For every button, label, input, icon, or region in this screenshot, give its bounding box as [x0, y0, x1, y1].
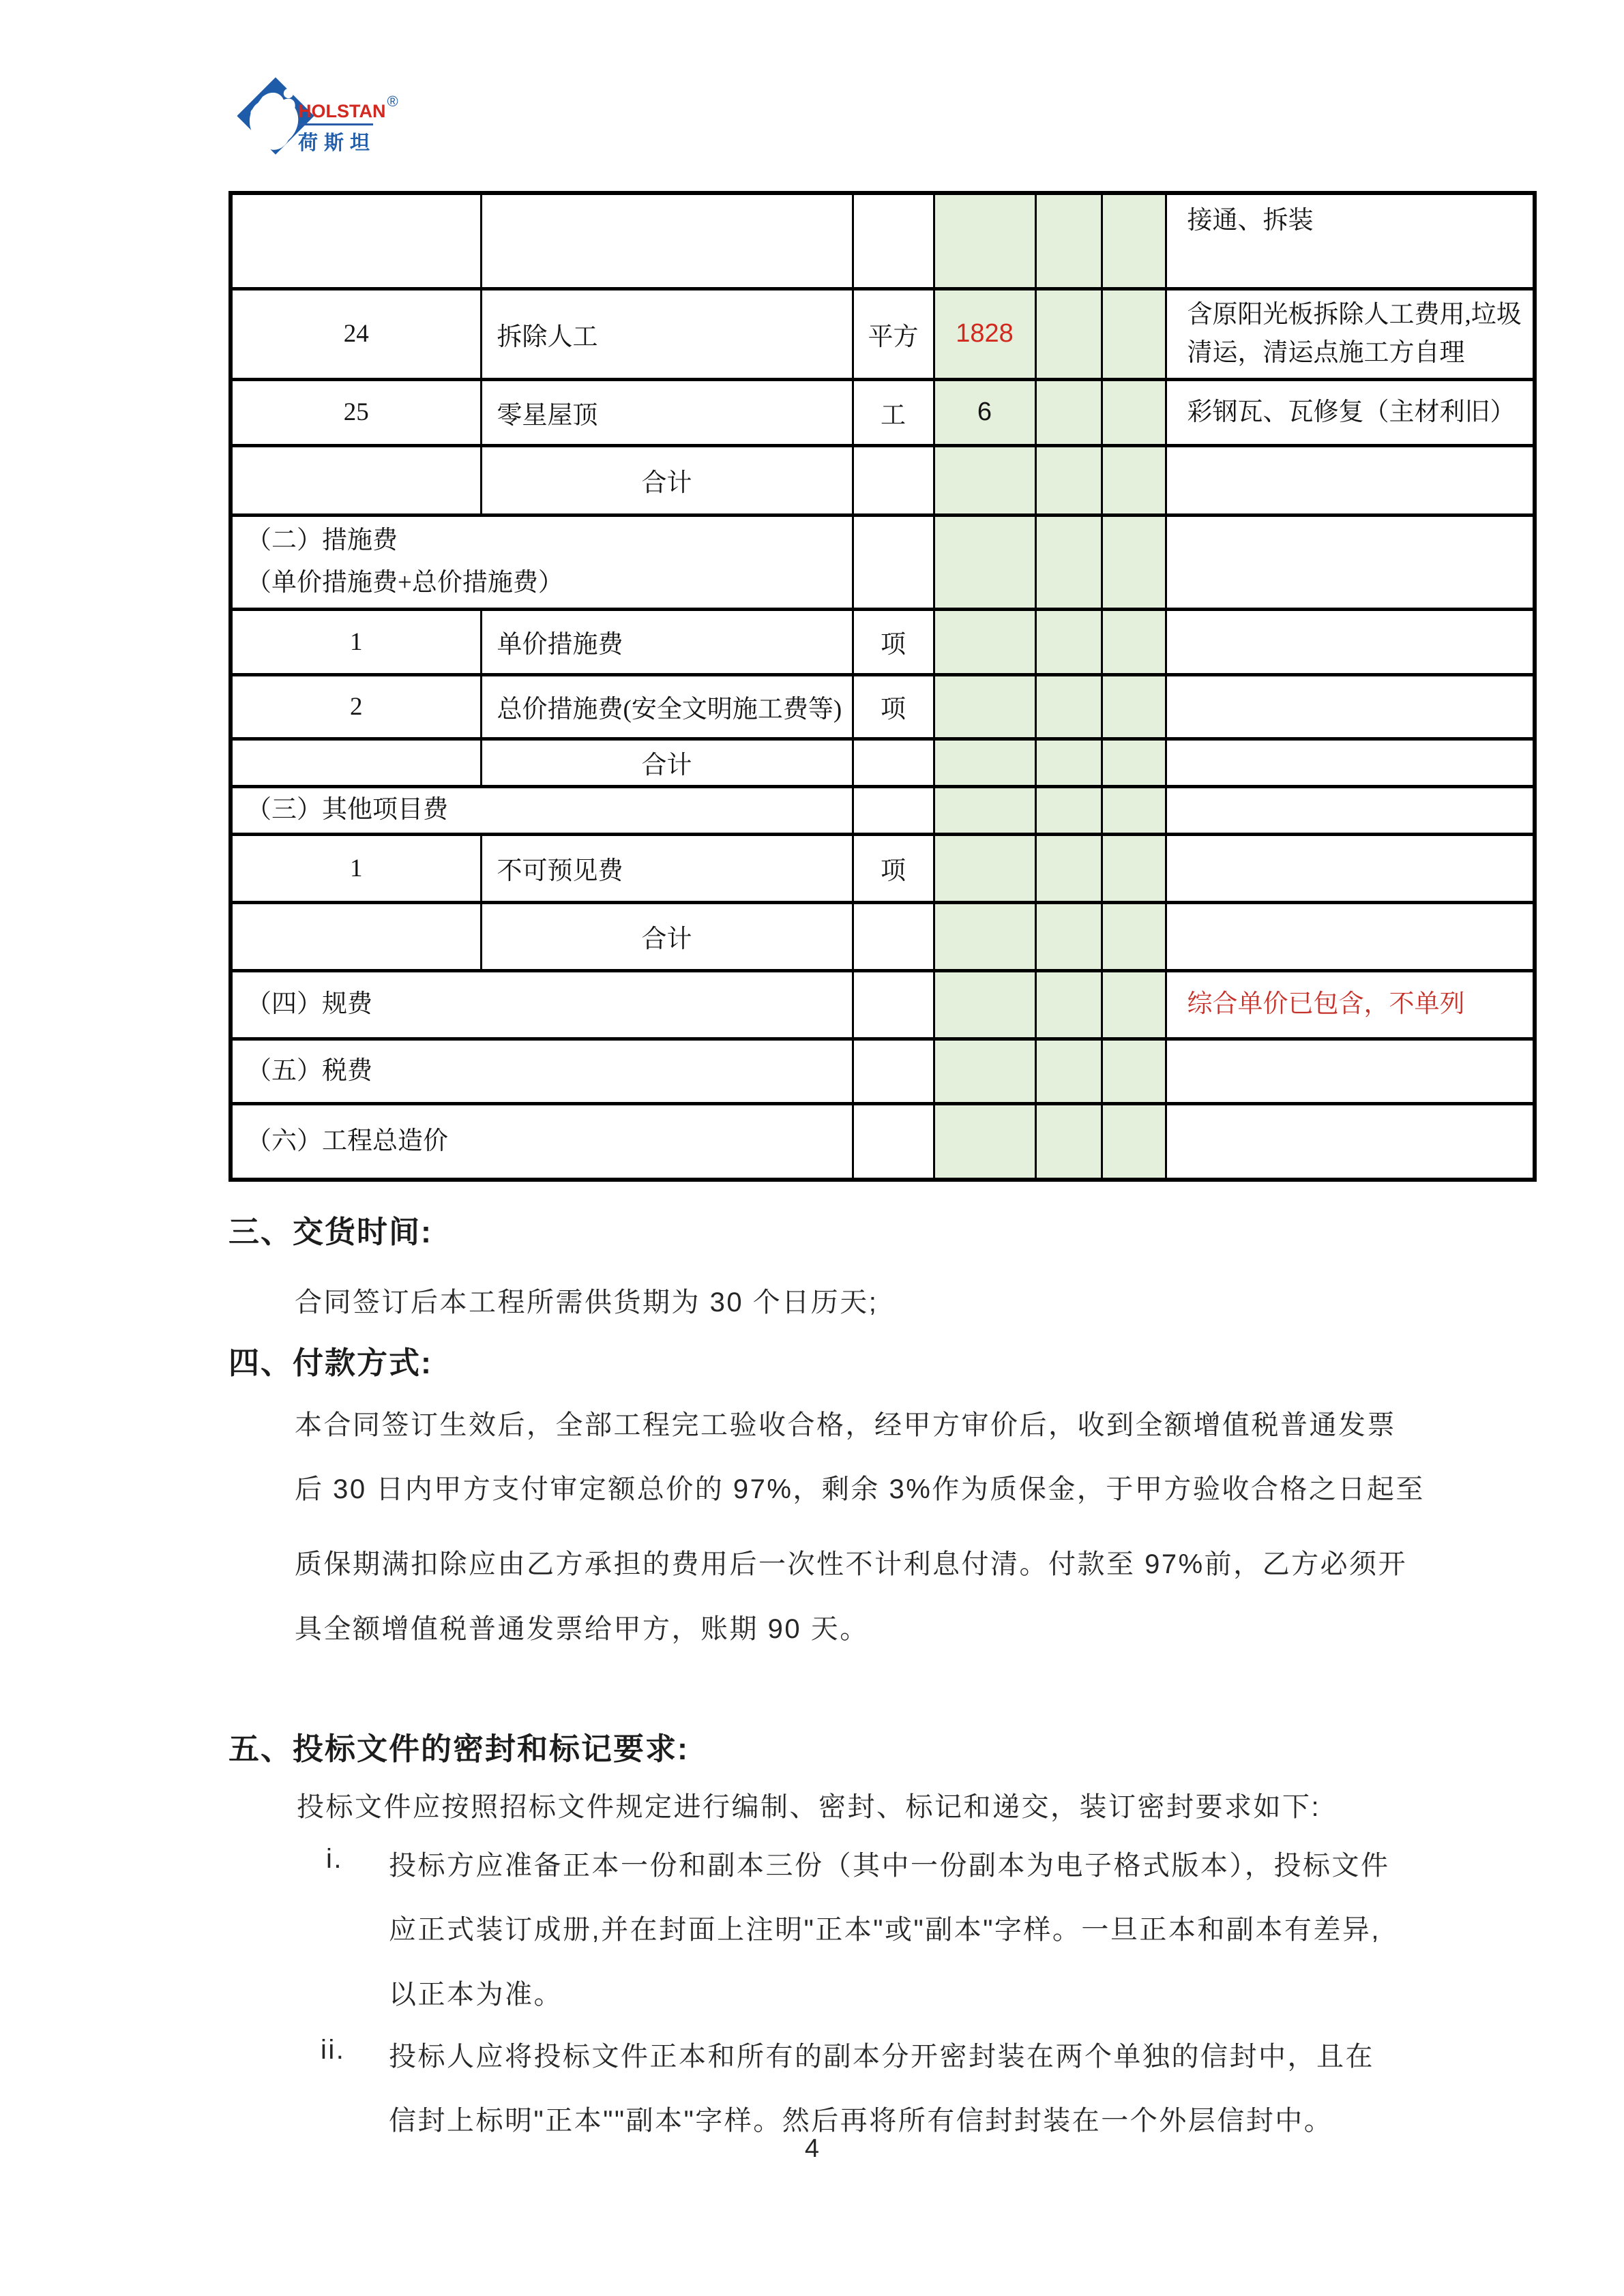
- cell-remark: [1166, 609, 1535, 674]
- cell-name: 零星屋顶: [481, 379, 853, 445]
- cell-green-empty: [934, 970, 1035, 1039]
- table-row-subtotal: [231, 902, 1535, 970]
- cell-unit: 项: [853, 834, 934, 902]
- cell-green-empty: [1102, 379, 1166, 445]
- sealing-item-line: 投标方应准备正本一份和副本三份（其中一份副本为电子格式版本），投标文件: [389, 1851, 1390, 1881]
- cell-green-empty: [1102, 1103, 1166, 1180]
- cell-green-empty: [934, 739, 1035, 786]
- cell-remark: [1166, 1039, 1535, 1103]
- sealing-item-line: 投标人应将投标文件正本和所有的副本分开密封装在两个单独的信封中，且在: [389, 2042, 1374, 2072]
- cell-green-empty: [1102, 739, 1166, 786]
- cell-remark: [1166, 674, 1535, 739]
- cell-unit: 工: [853, 379, 934, 445]
- cell-remark: [1166, 739, 1535, 786]
- cell-remark: [1166, 515, 1535, 609]
- cell-green-empty: [1102, 193, 1166, 288]
- logo-text: [298, 93, 398, 155]
- page-number: 4: [804, 2134, 820, 2163]
- cell-unit: [853, 970, 934, 1039]
- cell-green-empty: [1035, 1039, 1102, 1103]
- cell-green-empty: [1102, 445, 1166, 515]
- cell-remark: 综合单价已包含，不单列: [1166, 970, 1535, 1039]
- cell-remark: [1166, 902, 1535, 970]
- cell-remark: 彩钢瓦、瓦修复（主材利旧）: [1166, 379, 1535, 445]
- cell-unit: [853, 1103, 934, 1180]
- cell-green-empty: [1035, 445, 1102, 515]
- sealing-item-line: 应正式装订成册,并在封面上注明"正本"或"副本"字样。一旦正本和副本有差异,: [389, 1915, 1381, 1945]
- cell-green-empty: [934, 834, 1035, 902]
- cell-section-title: （四）规费: [231, 970, 853, 1039]
- sealing-item-line: 以正本为准。: [389, 1980, 563, 2010]
- cell-green-empty: [934, 1103, 1035, 1180]
- cell-green-empty: [1102, 1039, 1166, 1103]
- logo-chinese-text: 荷斯坦: [298, 132, 377, 154]
- cell-green-empty: [934, 515, 1035, 609]
- sealing-item-line: 信封上标明"正本""副本"字样。然后再将所有信封封装在一个外层信封中。: [389, 2106, 1333, 2136]
- cell-unit: [853, 193, 934, 288]
- payment-line: 后 30 日内甲方支付审定额总价的 97%，剩余 3%作为质保金，于甲方验收合格之日起至: [295, 1474, 1425, 1504]
- table-row-continuation: [231, 193, 1535, 288]
- cell-name: 不可预见费: [481, 834, 853, 902]
- logo-underline: [298, 123, 373, 125]
- heading-delivery-time: 三、交货时间:: [228, 1214, 432, 1249]
- table-row-section-6: [231, 1103, 1535, 1180]
- cell-green-empty: [1102, 288, 1166, 379]
- cell-green-empty: [1102, 674, 1166, 739]
- cell-green-empty: [934, 445, 1035, 515]
- cell-green-empty: [1035, 609, 1102, 674]
- table-row-section-3: [231, 786, 1535, 834]
- cell-total-label: 合计: [481, 902, 853, 970]
- cell-no: [231, 445, 481, 515]
- cell-green-empty: [1102, 515, 1166, 609]
- table-row-section-5: [231, 1039, 1535, 1103]
- cell-remark: [1166, 786, 1535, 834]
- cell-no: [231, 193, 481, 288]
- cell-name: 总价措施费(安全文明施工费等): [481, 674, 853, 739]
- cell-green-empty: [934, 786, 1035, 834]
- cell-unit: [853, 445, 934, 515]
- table-row-section-4: [231, 970, 1535, 1039]
- section-title-line2: （单价措施费+总价措施费）: [246, 569, 563, 597]
- cell-green-empty: [1035, 786, 1102, 834]
- cell-name: 拆除人工: [481, 288, 853, 379]
- cell-name: 单价措施费: [481, 609, 853, 674]
- cell-section-title: （五）税费: [231, 1039, 853, 1103]
- cell-section-title: [231, 515, 853, 609]
- cell-no: [231, 739, 481, 786]
- cell-section-title: （六）工程总造价: [231, 1103, 853, 1180]
- cell-green-empty: [1035, 379, 1102, 445]
- table-row-25: [231, 379, 1535, 445]
- cell-unit: 平方: [853, 288, 934, 379]
- cell-green-empty: [1102, 609, 1166, 674]
- cell-unit: [853, 1039, 934, 1103]
- cell-remark: [1166, 445, 1535, 515]
- cell-green-empty: [1035, 674, 1102, 739]
- delivery-line: 合同签订后本工程所需供货期为 30 个日历天;: [295, 1287, 879, 1317]
- cell-qty: [934, 193, 1035, 288]
- cell-green-empty: [1102, 786, 1166, 834]
- cell-green-empty: [934, 609, 1035, 674]
- cell-unit: [853, 515, 934, 609]
- cell-green-empty: [934, 902, 1035, 970]
- cell-green-empty: [1035, 288, 1102, 379]
- payment-line: 本合同签订生效后，全部工程完工验收合格，经甲方审价后，收到全额增值税普通发票: [295, 1410, 1396, 1440]
- cell-green-empty: [1102, 834, 1166, 902]
- cell-unit: 项: [853, 674, 934, 739]
- holstan-logo: [235, 68, 454, 167]
- cell-unit: [853, 739, 934, 786]
- cell-no: 24: [231, 288, 481, 379]
- cell-name: [481, 193, 853, 288]
- cell-remark: [1166, 1103, 1535, 1180]
- list-marker-i: i.: [326, 1844, 343, 1874]
- cell-green-empty: [1035, 902, 1102, 970]
- cell-green-empty: [1102, 902, 1166, 970]
- cell-total-label: 合计: [481, 739, 853, 786]
- cell-green-empty: [1035, 739, 1102, 786]
- table-row-subtotal: [231, 445, 1535, 515]
- cell-remark: 含原阳光板拆除人工费用,垃圾清运，清运点施工方自理: [1166, 288, 1535, 379]
- cell-remark: 接通、拆装: [1166, 193, 1535, 288]
- cell-no: 25: [231, 379, 481, 445]
- section-title-line1: （二）措施费: [246, 526, 398, 554]
- logo-brand-text: HOLSTAN: [298, 101, 386, 121]
- cell-section-title: （三）其他项目费: [231, 786, 853, 834]
- cell-no: [231, 902, 481, 970]
- payment-line: 具全额增值税普通发票给甲方，账期 90 天。: [295, 1614, 869, 1644]
- cell-green-empty: [934, 674, 1035, 739]
- table-row-2: [231, 674, 1535, 739]
- cell-green-empty: [1102, 970, 1166, 1039]
- cell-qty: 6: [934, 379, 1035, 445]
- cell-no: 1: [231, 609, 481, 674]
- cell-unit: [853, 902, 934, 970]
- cell-green-empty: [1035, 970, 1102, 1039]
- sealing-intro: 投标文件应按照招标文件规定进行编制、密封、标记和递交，装订密封要求如下:: [297, 1792, 1321, 1822]
- cell-qty: 1828: [934, 288, 1035, 379]
- cell-total-label: 合计: [481, 445, 853, 515]
- list-marker-ii: ii.: [321, 2035, 346, 2065]
- heading-payment: 四、付款方式:: [228, 1345, 432, 1380]
- cell-green-empty: [1035, 515, 1102, 609]
- table-row-section-2: [231, 515, 1535, 609]
- payment-line: 质保期满扣除应由乙方承担的费用后一次性不计利息付清。付款至 97%前，乙方必须开: [295, 1549, 1408, 1579]
- cell-green-empty: [1035, 834, 1102, 902]
- cell-unit: [853, 786, 934, 834]
- table-row-24: [231, 288, 1535, 379]
- logo-brand-row: [298, 93, 398, 122]
- cost-summary-table: [228, 191, 1537, 1182]
- registered-mark-icon: ®: [387, 93, 398, 110]
- cell-no: 2: [231, 674, 481, 739]
- cell-green-empty: [1035, 1103, 1102, 1180]
- heading-sealing: 五、投标文件的密封和标记要求:: [228, 1731, 689, 1766]
- cell-green-empty: [934, 1039, 1035, 1103]
- table-row-1: [231, 834, 1535, 902]
- cell-green-empty: [1035, 193, 1102, 288]
- cell-unit: 项: [853, 609, 934, 674]
- table-row-subtotal: [231, 739, 1535, 786]
- table-row-1: [231, 609, 1535, 674]
- cell-remark: [1166, 834, 1535, 902]
- cell-no: 1: [231, 834, 481, 902]
